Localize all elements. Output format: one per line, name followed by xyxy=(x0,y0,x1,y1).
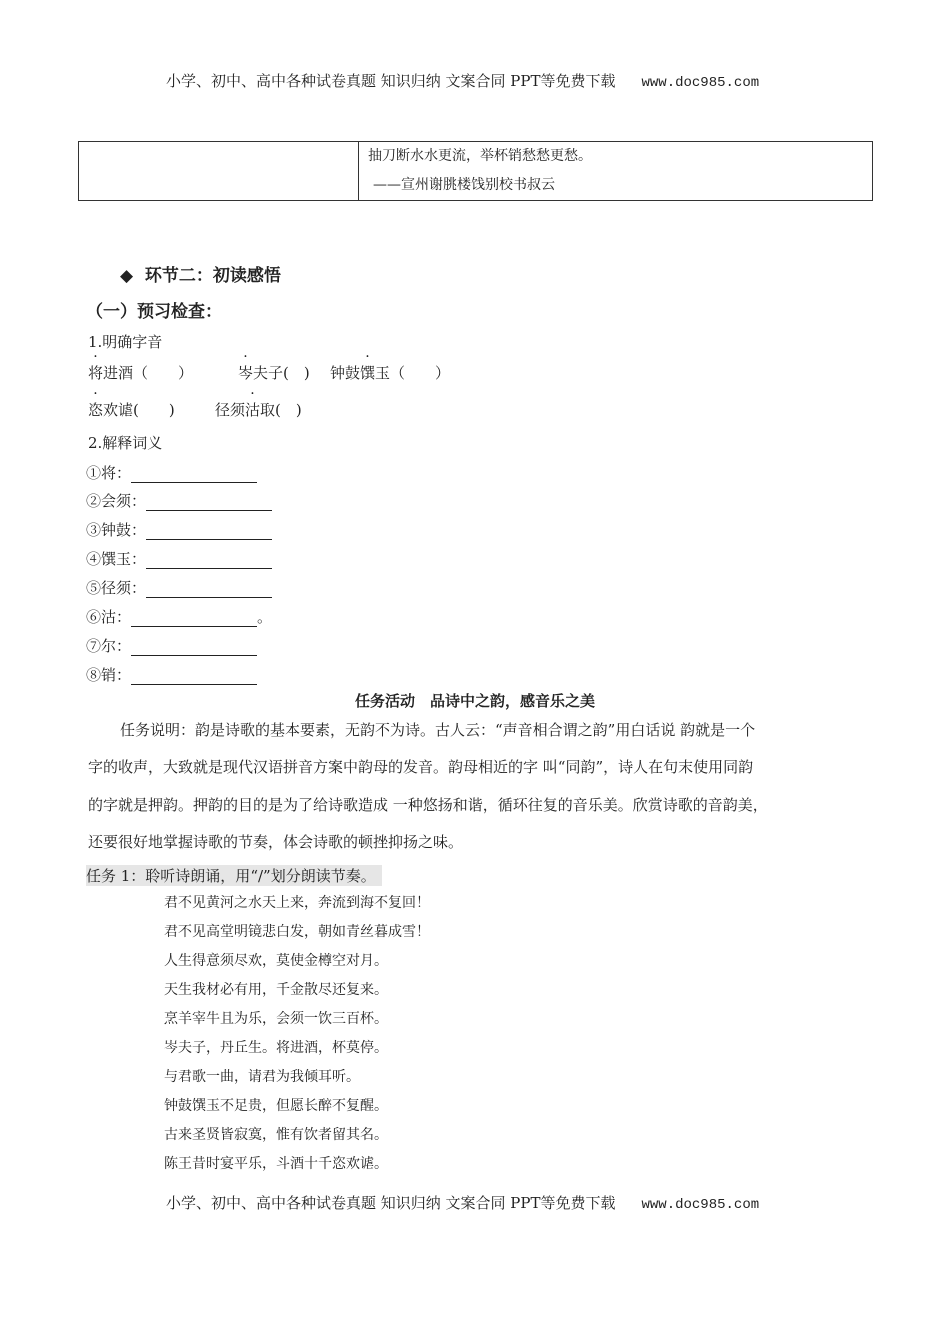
poem-line: 烹羊宰牛且为乐，会须一饮三百杯。 xyxy=(164,1011,388,1027)
vocab-item: ⑥沽： 。 xyxy=(86,608,273,626)
task-title: 任务活动 品诗中之韵，感音乐之美 xyxy=(354,692,595,710)
diamond-bullet-icon: ◆ xyxy=(120,266,134,286)
answer-blank[interactable] xyxy=(131,639,257,656)
section-title-text: 环节二：初读感悟 xyxy=(144,266,281,286)
footer-url[interactable]: www.doc985.com xyxy=(641,1197,760,1213)
dotted-char: 将 xyxy=(88,364,104,382)
vocab-item: ②会须： xyxy=(86,490,272,511)
pronunciation-item: 恣欢谑( ) xyxy=(88,401,175,419)
pronunciation-item: 将进酒（ ） xyxy=(88,364,194,382)
poem-line: 陈王昔时宴平乐，斗酒十千恣欢谑。 xyxy=(164,1156,388,1172)
answer-blank[interactable] xyxy=(146,494,272,511)
pronunciation-heading: 1.明确字音 xyxy=(88,333,163,351)
vocab-item: ⑧销： xyxy=(86,664,257,685)
task-desc-line: 任务说明：韵是诗歌的基本要素，无韵不为诗。古人云：“声音相合谓之韵”用白话说 韵就是一个 xyxy=(120,721,756,739)
dotted-char: 恣 xyxy=(88,401,104,419)
section-title xyxy=(120,261,281,286)
quote-table-empty-cell xyxy=(79,142,359,201)
vocab-item: ⑤径须： xyxy=(86,577,272,598)
vocab-item: ①将： xyxy=(86,462,257,483)
poem-line: 古来圣贤皆寂寞，惟有饮者留其名。 xyxy=(164,1127,388,1143)
pronunciation-item: 径须沽取( ) xyxy=(215,401,302,419)
quote-source: ——宣州谢朓楼饯别校书叔云 xyxy=(373,177,555,193)
vocab-item: ④馔玉： xyxy=(86,548,272,569)
pronunciation-item: 钟鼓馔玉（ ） xyxy=(330,364,451,382)
task-desc-line: 还要很好地掌握诗歌的节奏，体会诗歌的顿挫抑扬之味。 xyxy=(88,833,464,851)
poem-line: 岑夫子，丹丘生。将进酒，杯莫停。 xyxy=(164,1040,388,1056)
header-text: 小学、初中、高中各种试卷真题 知识归纳 文案合同 PPT等免费下载 xyxy=(166,72,616,90)
quote-table-text-cell xyxy=(359,142,873,201)
page-footer xyxy=(166,1192,759,1213)
vocab-item: ⑦尔： xyxy=(86,635,257,656)
answer-blank[interactable] xyxy=(146,581,272,598)
answer-blank[interactable] xyxy=(131,466,257,483)
poem-line: 人生得意须尽欢，莫使金樽空对月。 xyxy=(164,953,388,969)
task-1-instruction: 任务 1：聆听诗朗诵，用“/”划分朗读节奏。 xyxy=(86,865,382,886)
poem-line: 与君歌一曲，请君为我倾耳听。 xyxy=(164,1069,360,1085)
poem-line: 天生我材必有用，千金散尽还复来。 xyxy=(164,982,388,998)
answer-blank[interactable] xyxy=(131,610,257,627)
vocab-heading: 2.解释词义 xyxy=(88,434,163,452)
poem-line: 君不见黄河之水天上来，奔流到海不复回！ xyxy=(164,895,430,911)
dotted-char: 馔 xyxy=(360,364,376,382)
vocab-item: ③钟鼓： xyxy=(86,519,272,540)
answer-blank[interactable] xyxy=(146,552,272,569)
answer-blank[interactable] xyxy=(131,668,257,685)
poem-line: 钟鼓馔玉不足贵，但愿长醉不复醒。 xyxy=(164,1098,388,1114)
header-url[interactable]: www.doc985.com xyxy=(641,75,760,91)
answer-blank[interactable] xyxy=(146,523,272,540)
page-header xyxy=(166,70,759,91)
footer-text: 小学、初中、高中各种试卷真题 知识归纳 文案合同 PPT等免费下载 xyxy=(166,1194,616,1212)
section-subtitle: （一）预习检查： xyxy=(86,302,222,322)
quote-table xyxy=(78,141,873,201)
poem xyxy=(164,889,430,1179)
dotted-char: 岑 xyxy=(238,364,254,382)
task-desc-line: 的字就是押韵。押韵的目的是为了给诗歌造成 一种悠扬和谐，循环往复的音乐美。欣赏诗歌的音韵美， xyxy=(88,796,768,814)
poem-line: 君不见高堂明镜悲白发，朝如青丝暮成雪！ xyxy=(164,924,430,940)
quote-line: 抽刀断水水更流，举杯销愁愁更愁。 xyxy=(368,148,592,164)
pronunciation-item: 岑夫子( ) xyxy=(238,364,310,382)
dotted-char: 沽 xyxy=(245,401,261,419)
task-desc-line: 字的收声，大致就是现代汉语拼音方案中韵母的发音。韵母相近的字 叫“同韵”，诗人在句末使用同韵 xyxy=(88,758,754,776)
